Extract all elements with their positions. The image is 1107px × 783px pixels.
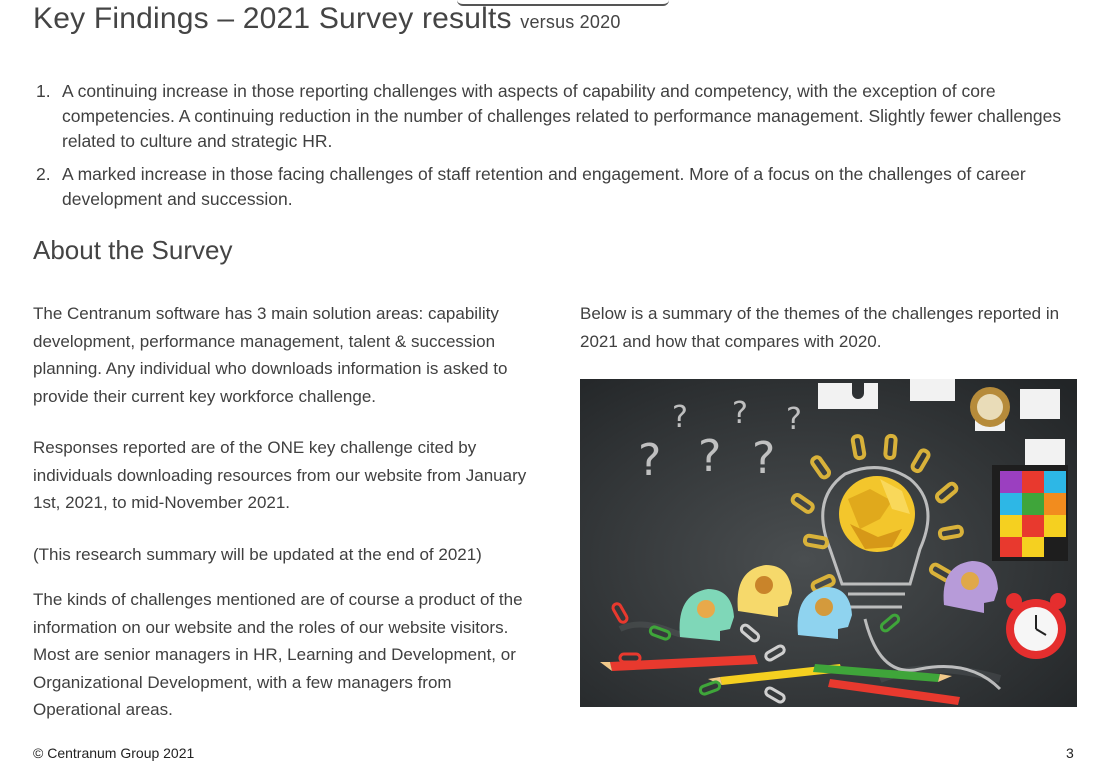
question-mark-chalk: ?	[752, 433, 776, 484]
page-number: 3	[1066, 745, 1074, 761]
finding-item	[30, 162, 1075, 212]
summary-intro: Below is a summary of the themes of the challenges reported in 2021 and how that compares with 2020.	[580, 304, 1060, 351]
question-mark-chalk: ?	[638, 435, 662, 486]
chalkboard-illustration	[580, 379, 1077, 707]
crumpled-yellow-paper	[839, 476, 915, 552]
finding-text: A continuing increase in those reporting challenges with aspects of capability and competency, with the exception of core competencies. A continuing reduction in the number of challenges related to performance management. Slightly fewer challenges related to culture and strategic HR.	[62, 81, 1062, 151]
question-mark-chalk: ?	[786, 402, 802, 437]
question-mark-chalk: ?	[732, 396, 748, 431]
about-paragraph: (This research summary will be updated at the end of 2021)	[33, 544, 482, 564]
summary-intro-column	[580, 300, 1080, 355]
about-paragraph: The kinds of challenges mentioned are of course a product of the information on our website and the roles of our website visitors. Most are senior managers in HR, Learning and Development, or Organizational Development, with a few managers from Operational areas.	[33, 590, 523, 719]
key-findings-list	[30, 79, 1075, 220]
page-title	[33, 2, 621, 36]
page-title-sub: versus 2020	[520, 12, 621, 32]
question-mark-chalk: ?	[698, 431, 722, 482]
finding-number: 2.	[36, 164, 51, 184]
chalkboard-photo	[580, 379, 1077, 707]
alarm-clock-icon	[1006, 593, 1066, 659]
finding-text: A marked increase in those facing challenges of staff retention and engagement. More of a focus on the challenges of career development and succession.	[62, 164, 1026, 209]
about-heading: About the Survey	[33, 235, 233, 265]
tangram-blocks	[992, 465, 1068, 561]
finding-number: 1.	[36, 81, 51, 101]
about-paragraph: Responses reported are of the ONE key challenge cited by individuals downloading resources from our website from January 1st, 2021, to mid-November 2021.	[33, 438, 527, 512]
about-text-column	[33, 300, 543, 724]
finding-item	[30, 79, 1075, 154]
question-mark-chalk: ?	[672, 400, 688, 435]
footer-copyright: © Centranum Group 2021	[33, 745, 195, 761]
about-paragraph: The Centranum software has 3 main solution areas: capability development, performance management, talent & succession planning. Any individual who downloads information is asked to provide their current key workforce challenge.	[33, 304, 508, 406]
page-title-main: Key Findings – 2021 Survey results	[33, 2, 512, 35]
